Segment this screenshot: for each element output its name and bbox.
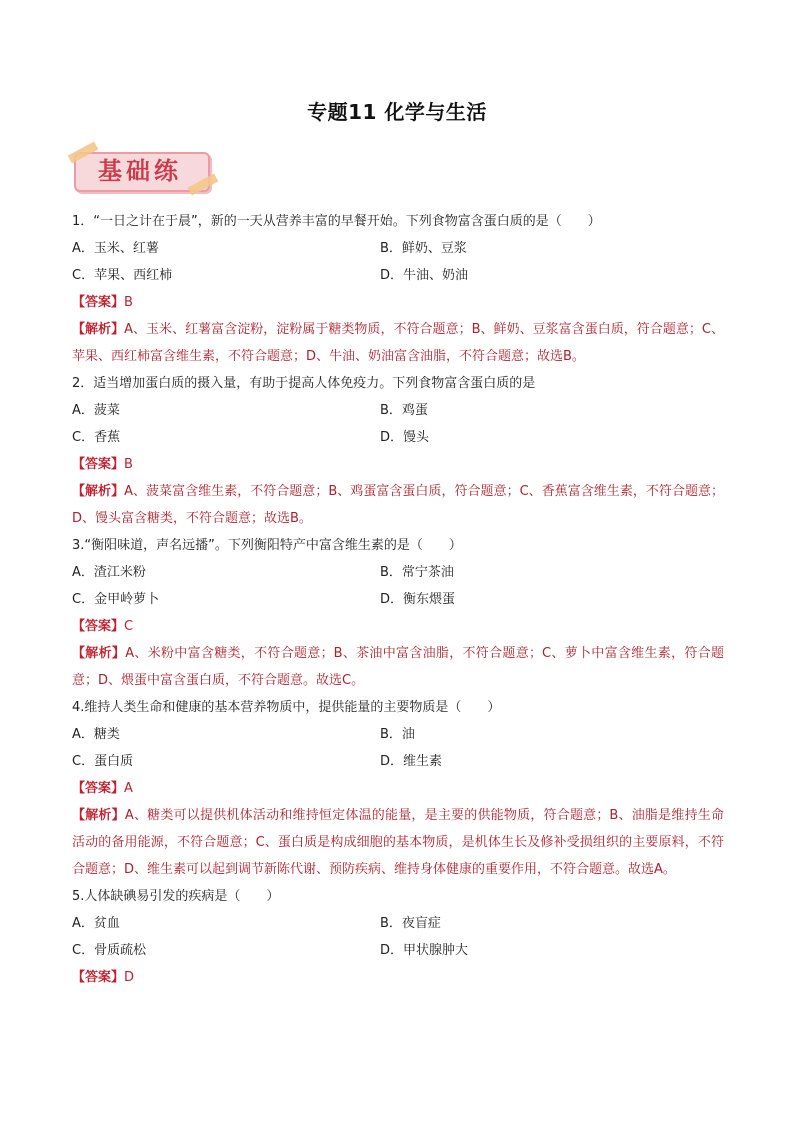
answer-label: 【答案】 [72,295,125,310]
option-b: B．鸡蛋 [380,403,428,418]
explanation-text: A、菠菜富含维生素，不符合题意；B、鸡蛋富含蛋白质，符合题意；C、香蕉富含维生素，不符合题意；D、馒头富含糖类，不符合题意；故选B。 [72,484,724,526]
answer-line [72,451,724,478]
option-c: C．香蕉 [72,430,121,445]
explanation-text: A、糖类可以提供机体活动和维持恒定体温的能量，是主要的供能物质，符合题意；B、油脂是维持生命活动的备用能源，不符合题意；C、蛋白质是构成细胞的基本物质，是机体生长及修补受损组织的主要原料，不符合题意；D、维生素可以起到调节新陈代谢、预防疾病、维持身体健康的重要作用，不符合题意。故选A。 [72,808,724,877]
question-1 [72,208,724,370]
question-stem: 1．“一日之计在于晨”，新的一天从营养丰富的早餐开始。下列食物富含蛋白质的是（ ） [72,214,601,229]
option-c: C．蛋白质 [72,754,134,769]
option-d: D．维生素 [380,754,443,769]
question-list [72,208,724,991]
answer-value: B [124,295,133,310]
explanation [72,802,724,883]
option-d: D．馒头 [380,430,430,445]
option-grid [72,559,724,613]
explanation-label: 【解析】 [72,646,126,661]
question-stem: 3.“衡阳味道，声名远播”。下列衡阳特产中富含维生素的是（ ） [72,538,462,553]
answer-line [72,613,724,640]
option-d: D．衡东煨蛋 [380,592,456,607]
option-d: D．牛油、奶油 [380,268,469,283]
question-stem: 4.维持人类生命和健康的基本营养物质中，提供能量的主要物质是（ ） [72,700,501,715]
option-d: D．甲状腺肿大 [380,943,469,958]
explanation-label: 【解析】 [72,484,125,499]
answer-label: 【答案】 [72,619,125,634]
question-2 [72,370,724,532]
question-5 [72,883,724,991]
section-label: 基础练 [98,156,182,185]
option-grid [72,397,724,451]
option-a: A．贫血 [72,916,120,931]
page-title: 专题11 化学与生活 [307,100,487,124]
answer-label: 【答案】 [72,970,125,985]
answer-label: 【答案】 [72,457,125,472]
option-grid [72,910,724,964]
option-c: C．金甲岭萝卜 [72,592,160,607]
section-banner [74,150,212,192]
option-a: A．菠菜 [72,403,120,418]
option-b: B．常宁茶油 [380,565,454,580]
explanation-text: A、米粉中富含糖类，不符合题意；B、茶油中富含油脂，不符合题意；C、萝卜中富含维生素，符合题意；D、煨蛋中富含蛋白质，不符合题意。故选C。 [72,646,724,688]
option-b: B．鲜奶、豆浆 [380,241,467,256]
option-c: C．苹果、西红柿 [72,268,173,283]
answer-line [72,775,724,802]
option-b: B．油 [380,727,415,742]
option-grid [72,235,724,289]
question-4 [72,694,724,883]
explanation-label: 【解析】 [72,808,125,823]
explanation [72,316,724,370]
explanation-label: 【解析】 [72,322,125,337]
answer-value: A [124,781,133,796]
answer-value: C [124,619,134,634]
answer-value: B [124,457,133,472]
option-grid [72,721,724,775]
explanation-text: A、玉米、红薯富含淀粉，淀粉属于糖类物质，不符合题意；B、鲜奶、豆浆富含蛋白质，符合题意；C、苹果、西红柿富含维生素，不符合题意；D、牛油、奶油富含油脂，不符合题意；故选B。 [72,322,724,364]
option-a: A．糖类 [72,727,120,742]
option-a: A．玉米、红薯 [72,241,159,256]
question-3 [72,532,724,694]
option-c: C．骨质疏松 [72,943,147,958]
question-stem: 5.人体缺碘易引发的疾病是（ ） [72,889,280,904]
explanation [72,640,724,694]
option-a: A．渣江米粉 [72,565,146,580]
answer-value: D [124,970,135,985]
option-b: B．夜盲症 [380,916,441,931]
question-stem: 2．适当增加蛋白质的摄入量，有助于提高人体免疫力。下列食物富含蛋白质的是 [72,376,536,391]
answer-line [72,289,724,316]
answer-line [72,964,724,991]
explanation [72,478,724,532]
answer-label: 【答案】 [72,781,125,796]
